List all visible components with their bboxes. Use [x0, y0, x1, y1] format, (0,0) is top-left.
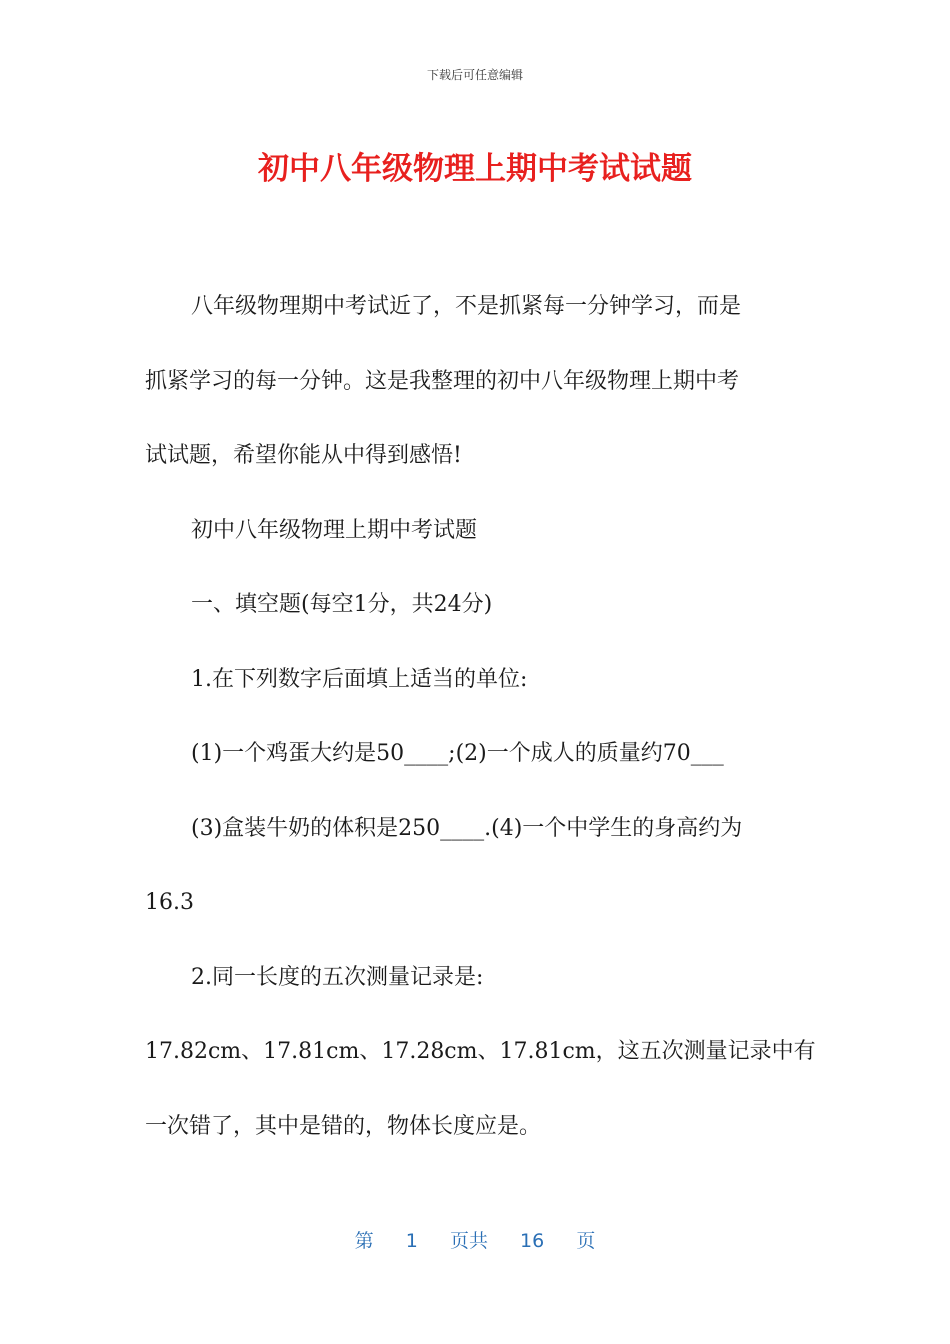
page-footer [0, 1226, 950, 1253]
paragraph-line: 试试题，希望你能从中得到感悟! [145, 443, 462, 468]
question-1: 1.在下列数字后面填上适当的单位: [191, 666, 528, 692]
question-2-cont: 一次错了，其中是错的，物体长度应是。 [145, 1113, 542, 1139]
question-1-items-b: (3)盒装牛奶的体积是250____.(4)一个中学生的身高约为 [191, 815, 743, 841]
question-2: 2.同一长度的五次测量记录是: [191, 964, 484, 990]
footer-prefix: 第 [354, 1230, 374, 1252]
document-title: 初中八年级物理上期中考试试题 [258, 151, 692, 187]
document-body [145, 270, 816, 1164]
paragraph-line: 抓紧学习的每一分钟。这是我整理的初中八年级物理上期中考 [145, 368, 740, 394]
question-section-heading: 一、填空题(每空1分，共24分) [191, 592, 493, 617]
header-note: 下载后可任意编辑 [426, 68, 523, 82]
footer-total-pages: 16 [520, 1230, 545, 1252]
question-1-items-b-cont: 16.3 [145, 890, 194, 915]
paragraph-line: 八年级物理期中考试近了，不是抓紧每一分钟学习，而是 [191, 294, 742, 319]
question-1-items-a: (1)一个鸡蛋大约是50____;(2)一个成人的质量约70___ [191, 741, 724, 766]
footer-page-number: 1 [405, 1230, 418, 1252]
section-heading: 初中八年级物理上期中考试题 [191, 517, 478, 543]
footer-mid: 页共 [449, 1230, 488, 1252]
question-2-records: 17.82cm、17.81cm、17.28cm、17.81cm，这五次测量记录中有 [145, 1039, 816, 1064]
footer-suffix: 页 [576, 1230, 596, 1252]
